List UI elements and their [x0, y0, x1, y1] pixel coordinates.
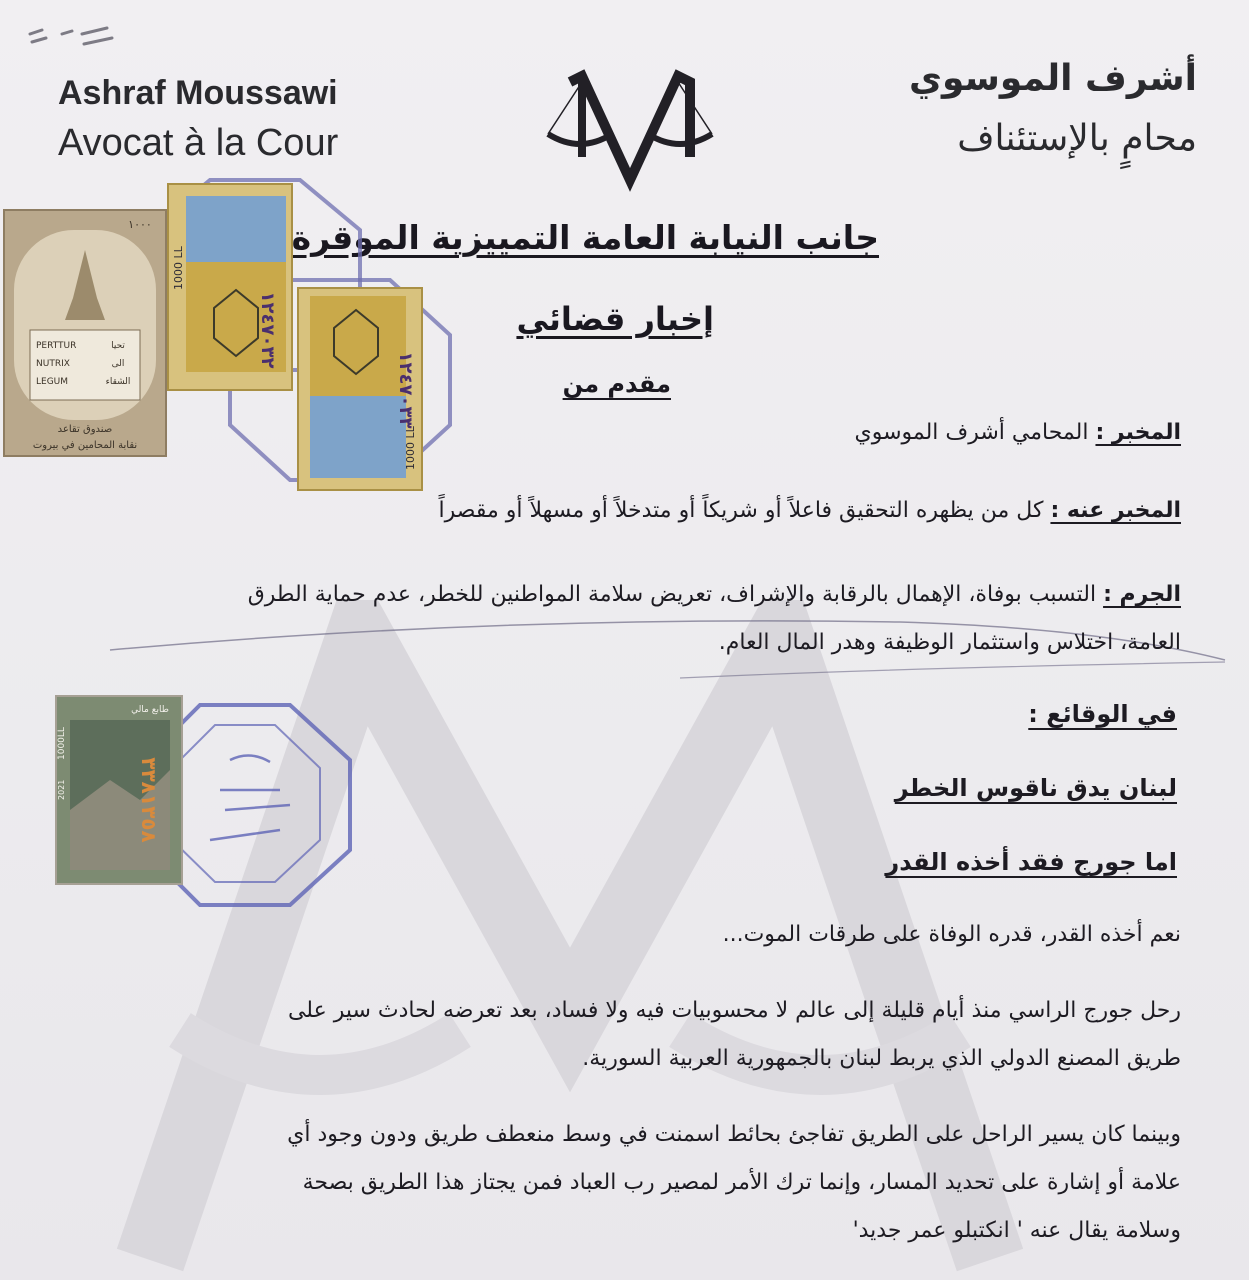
lawyer-title-french: Avocat à la Cour: [58, 122, 339, 164]
lawyer-title-arabic: محامٍ بالإستئناف: [957, 118, 1197, 159]
crime-value-1: التسبب بوفاة، الإهمال بالرقابة والإشراف، تعريض سلامة المواطنين للخطر، عدم حماية الطرق: [247, 582, 1097, 607]
fiscal-stamp-3-year: 2021: [57, 779, 66, 800]
crime-line-1: [248, 580, 1181, 610]
facts-paragraph-3-line-1: وبينما كان يسير الراحل على الطريق تفاجئ بحائط اسمنت في وسط منعطف طريق ودون وجود أي: [287, 1122, 1181, 1147]
fiscal-stamp-1-serial: ١٢٤٧٠٣٢: [257, 291, 278, 369]
fiscal-stamp-3-serial: ٣٣٨١٣٥٨: [137, 757, 161, 843]
corner-marks: [12, 22, 122, 52]
fiscal-stamp-2: [298, 288, 422, 490]
bar-stamp-ar-1: تحيا: [111, 341, 125, 351]
accused-label: المخبر عنه :: [1050, 498, 1181, 523]
fiscal-stamp-2-serial: ١٢٤٧٠٣٣: [395, 351, 416, 429]
accused-value: كل من يظهره التحقيق فاعلاً أو شريكاً أو متدخلاً أو مسهلاً أو مقصراً: [438, 498, 1044, 523]
fiscal-stamp-1-value: 1000 LL: [172, 246, 185, 290]
lawyer-name-arabic: أشرف الموسوي: [908, 58, 1197, 99]
fiscal-stamp-3-value: 1000LL: [57, 727, 67, 760]
accused-line: [439, 496, 1181, 526]
bar-stamp-footer-2: نقابة المحامين في بيروت: [32, 440, 138, 451]
bar-stamp-text-3: LEGUM: [36, 377, 69, 387]
fiscal-stamp-1: [168, 184, 292, 390]
facts-section-title: في الوقائع :: [1028, 700, 1177, 728]
facts-paragraph-2-line-1: رحل جورج الراسي منذ أيام قليلة إلى عالم لا محسوبيات فيه ولا فساد، بعد تعرضه لحادث سير على: [287, 998, 1181, 1023]
revenue-stamps-cluster: [0, 170, 470, 510]
facts-paragraph-1: نعم أخذه القدر، قدره الوفاة على طرقات الموت...: [722, 922, 1181, 947]
bar-stamp-ar-2: الى: [111, 359, 125, 369]
bar-stamp-footer-1: صندوق تقاعد: [57, 424, 113, 435]
fiscal-stamp-3-header: طابع مالي: [131, 705, 169, 715]
facts-paragraph-3-line-2: علامة أو إشارة على تحديد المسار، وإنما ترك الأمر لمصير رب العباد فمن يجتاز هذا الطريق بصحة: [302, 1170, 1181, 1195]
subject-heading: إخبار قضائي: [516, 300, 714, 338]
submitted-by-heading: مقدم من: [562, 370, 671, 398]
informant-label: المخبر :: [1095, 420, 1181, 445]
fiscal-stamp-2-value: 1000 LL: [404, 426, 417, 470]
addressee-heading: جانب النيابة العامة التمييزية الموقرة: [291, 218, 879, 257]
bar-stamp-value: ١٠٠٠: [128, 218, 152, 231]
facts-subtitle-1: لبنان يدق ناقوس الخطر: [894, 774, 1177, 802]
crime-line-2: العامة، اختلاس واستثمار الوظيفة وهدر المال العام.: [718, 630, 1181, 655]
facts-paragraph-3-line-3: وسلامة يقال عنه ' انكتبلو عمر جديد': [852, 1218, 1181, 1243]
lower-stamps-cluster: [50, 690, 370, 940]
facts-paragraph-2-line-2: طريق المصنع الدولي الذي يربط لبنان بالجمهورية العربية السورية.: [582, 1046, 1181, 1071]
bar-association-stamp: [4, 210, 166, 456]
bar-stamp-text-2: NUTRIX: [36, 359, 70, 369]
bar-stamp-ar-3: الشقاء: [105, 377, 131, 387]
scales-m-logo-icon: [540, 62, 720, 192]
crime-label: الجرم :: [1103, 582, 1181, 607]
facts-subtitle-2: اما جورج فقد أخذه القدر: [885, 848, 1177, 876]
fiscal-stamp-3: [56, 696, 182, 884]
lawyer-name-french: Ashraf Moussawi: [58, 74, 338, 112]
informant-line: [855, 418, 1182, 448]
informant-value: المحامي أشرف الموسوي: [854, 420, 1089, 445]
bar-stamp-text-1: PERTTUR: [36, 341, 77, 351]
